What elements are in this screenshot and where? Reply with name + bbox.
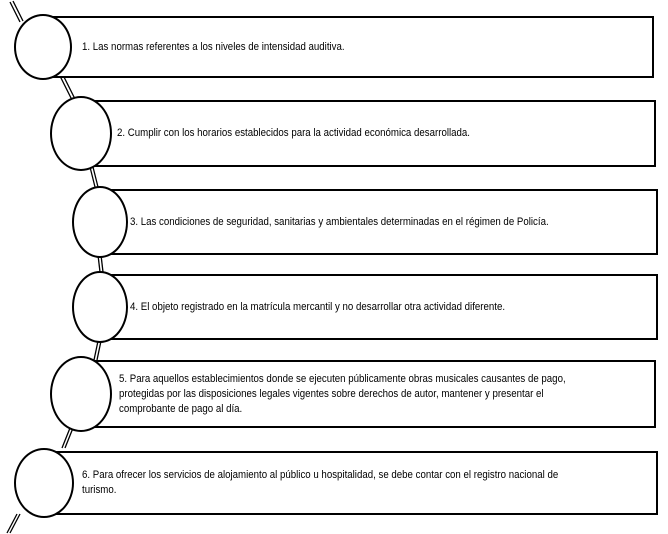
requirement-box-6 bbox=[46, 451, 658, 515]
requirement-circle-3 bbox=[72, 186, 128, 258]
requirement-circle-5 bbox=[50, 356, 112, 432]
requirement-box-3 bbox=[106, 189, 658, 255]
requirement-circle-2 bbox=[50, 96, 112, 171]
requirement-text-6: 6. Para ofrecer los servicios de alojamiento al público u hospitalidad, se debe contar con el registro nacional de turismo. bbox=[82, 469, 559, 496]
requirement-box-2 bbox=[82, 100, 656, 167]
requirement-circle-4 bbox=[72, 271, 128, 343]
requirement-box-4 bbox=[106, 274, 658, 340]
requirement-text-3: 3. Las condiciones de seguridad, sanitarias y ambientales determinadas en el régimen de Policía. bbox=[130, 215, 549, 228]
requirement-text-4: 4. El objeto registrado en la matrícula mercantil y no desarrollar otra actividad diferente. bbox=[130, 300, 506, 313]
requirement-text-5: 5. Para aquellos establecimientos donde se ejecuten públicamente obras musicales causantes de pago, protegidas por las disposiciones legales vigentes sobre derechos de autor, mantener y presentar el comprobante de pago al día. bbox=[119, 372, 566, 415]
requirement-text-1: 1. Las normas referentes a los niveles de intensidad auditiva. bbox=[82, 40, 345, 53]
requirement-circle-6 bbox=[14, 448, 74, 518]
requirement-text-2: 2. Cumplir con los horarios establecidos para la actividad económica desarrollada. bbox=[117, 127, 470, 139]
requirement-box-5 bbox=[84, 360, 656, 428]
requirement-circle-1 bbox=[14, 14, 72, 80]
requirement-box-1 bbox=[40, 16, 654, 78]
